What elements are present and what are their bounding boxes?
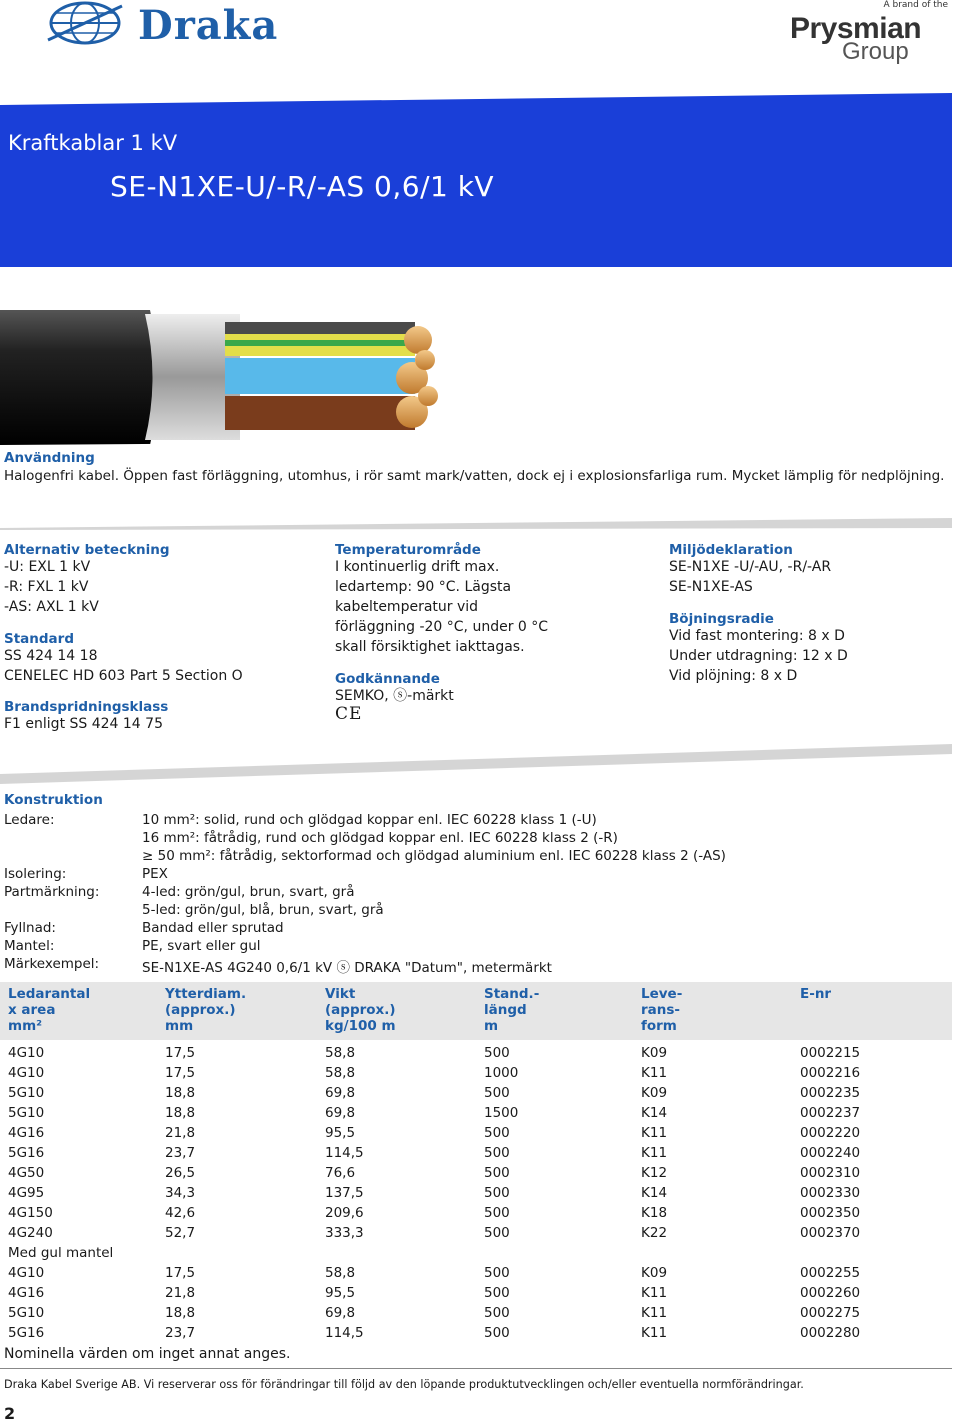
column-header: Vikt [325, 986, 356, 1002]
column-header: mm² [8, 1018, 43, 1034]
column-header: Stand.- [484, 986, 540, 1002]
table-cell: 4G50 [8, 1165, 45, 1181]
table-cell: 500 [484, 1285, 510, 1301]
table-cell: K18 [641, 1205, 668, 1221]
table-row [0, 1183, 952, 1203]
table-cell: 500 [484, 1305, 510, 1321]
construction-value: 16 mm²: fåtrådig, rund och glödgad koppar enl. IEC 60228 klass 2 (-R) [142, 830, 618, 846]
table-cell: 209,6 [325, 1205, 364, 1221]
table-cell: 4G240 [8, 1225, 53, 1241]
table-cell: 500 [484, 1085, 510, 1101]
usage-text: Halogenfri kabel. Öppen fast förläggning, utomhus, i rör samt mark/vatten, dock ej i explosionsfarliga rum. Mycket lämplig för nedplöjning. [4, 468, 945, 484]
table-cell: 500 [484, 1185, 510, 1201]
table-cell: 0002330 [800, 1185, 861, 1201]
table-cell: 0002350 [800, 1205, 861, 1221]
table-cell: 114,5 [325, 1325, 364, 1341]
construction-value: PEX [142, 866, 168, 882]
product-category: Kraftkablar 1 kV [8, 131, 178, 155]
table-cell: 21,8 [165, 1125, 196, 1141]
table-cell: 17,5 [165, 1265, 196, 1281]
table-cell: K09 [641, 1085, 668, 1101]
temperature-line: ledartemp: 90 °C. Lägsta [335, 579, 512, 595]
bending-line: Vid fast montering: 8 x D [669, 628, 845, 644]
table-row [0, 1063, 952, 1083]
table-cell: 69,8 [325, 1305, 356, 1321]
table-row [0, 1163, 952, 1183]
table-row [0, 1123, 952, 1143]
table-cell: K12 [641, 1165, 668, 1181]
table-cell: 18,8 [165, 1085, 196, 1101]
standard-line: SS 424 14 18 [4, 648, 98, 664]
table-cell: 500 [484, 1125, 510, 1141]
table-cell: 1000 [484, 1065, 519, 1081]
construction-value: SE-N1XE-AS 4G240 0,6/1 kV ⓢ DRAKA "Datum", metermärkt [142, 960, 552, 976]
alt-designation-heading: Alternativ beteckning [4, 542, 170, 558]
table-cell: 0002370 [800, 1225, 861, 1241]
table-row [0, 1283, 952, 1303]
construction-value: 10 mm²: solid, rund och glödgad koppar enl. IEC 60228 klass 1 (-U) [142, 812, 597, 828]
table-cell: 500 [484, 1225, 510, 1241]
construction-heading: Konstruktion [4, 792, 103, 808]
table-cell: 500 [484, 1165, 510, 1181]
table-cell: 4G16 [8, 1285, 45, 1301]
table-cell: 4G150 [8, 1205, 53, 1221]
table-cell: 58,8 [325, 1065, 356, 1081]
table-cell: 69,8 [325, 1105, 356, 1121]
construction-value: ≥ 50 mm²: fåtrådig, sektorformad och glödgad aluminium enl. IEC 60228 klass 2 (-AS) [142, 848, 726, 864]
usage-heading: Användning [4, 450, 95, 466]
divider [0, 516, 960, 530]
construction-label: Mantel: [4, 938, 55, 954]
approval-line: SEMKO, ⓢ-märkt [335, 688, 454, 704]
table-cell: K09 [641, 1265, 668, 1281]
draka-wordmark: Draka [138, 2, 279, 49]
table-cell: 0002216 [800, 1065, 861, 1081]
table-cell: 0002215 [800, 1045, 861, 1061]
table-cell: K14 [641, 1185, 668, 1201]
table-cell: 0002235 [800, 1085, 861, 1101]
table-row [0, 1203, 952, 1223]
table-cell: K11 [641, 1285, 668, 1301]
table-cell: 0002275 [800, 1305, 861, 1321]
table-cell: 58,8 [325, 1265, 356, 1281]
table-cell: 4G10 [8, 1265, 45, 1281]
construction-label: Partmärkning: [4, 884, 100, 900]
table-cell: K22 [641, 1225, 668, 1241]
approval-heading: Godkännande [335, 671, 440, 687]
table-cell: 0002240 [800, 1145, 861, 1161]
alt-designation-line: -U: EXL 1 kV [4, 559, 91, 575]
prysmian-wordmark: Prysmian [790, 12, 922, 45]
ce-mark: CE [335, 704, 363, 724]
table-cell: 0002255 [800, 1265, 861, 1281]
table-cell: 137,5 [325, 1185, 364, 1201]
standard-line: CENELEC HD 603 Part 5 Section O [4, 668, 243, 684]
table-cell: 0002220 [800, 1125, 861, 1141]
bending-heading: Böjningsradie [669, 611, 774, 627]
table-row [0, 1323, 952, 1343]
table-row [0, 1223, 952, 1243]
construction-label: Märkexempel: [4, 956, 100, 972]
construction-label: Ledare: [4, 812, 55, 828]
fire-class-heading: Brandspridningsklass [4, 699, 169, 715]
column-header: form [641, 1018, 677, 1034]
table-note: Nominella värden om inget annat anges. [4, 1346, 291, 1362]
column-header: Leve- [641, 986, 683, 1002]
column-header: rans- [641, 1002, 681, 1018]
table-cell: 23,7 [165, 1325, 196, 1341]
bending-line: Under utdragning: 12 x D [669, 648, 848, 664]
temperature-line: I kontinuerlig drift max. [335, 559, 500, 575]
table-cell: 500 [484, 1145, 510, 1161]
table-cell: 18,8 [165, 1105, 196, 1121]
product-model: SE-N1XE-U/-R/-AS 0,6/1 kV [110, 170, 495, 203]
table-cell: 500 [484, 1205, 510, 1221]
table-row [0, 1103, 952, 1123]
temperature-line: kabeltemperatur vid [335, 599, 479, 615]
footer-rule [0, 1368, 952, 1369]
table-cell: 333,3 [325, 1225, 364, 1241]
column-header: E-nr [800, 986, 832, 1002]
bending-line: Vid plöjning: 8 x D [669, 668, 798, 684]
table-cell: 95,5 [325, 1285, 356, 1301]
data-table [0, 1043, 960, 1343]
table-cell: 21,8 [165, 1285, 196, 1301]
construction-value: 4-led: grön/gul, brun, svart, grå [142, 884, 355, 900]
table-cell: 5G16 [8, 1325, 45, 1341]
brand-tagline: A brand of the [883, 0, 948, 10]
table-row [0, 1303, 952, 1323]
column-header: kg/100 m [325, 1018, 396, 1034]
column-header: x area [8, 1002, 56, 1018]
standard-heading: Standard [4, 631, 74, 647]
column-header: (approx.) [165, 1002, 236, 1018]
prysmian-group: Group [842, 38, 909, 65]
column-header: mm [165, 1018, 194, 1034]
table-cell: K11 [641, 1145, 668, 1161]
table-cell: 500 [484, 1325, 510, 1341]
table-cell: 5G10 [8, 1305, 45, 1321]
table-cell: 5G10 [8, 1105, 45, 1121]
table-row [0, 1083, 952, 1103]
globe-icon [46, 0, 124, 46]
temperature-heading: Temperaturområde [335, 542, 481, 558]
table-cell: 500 [484, 1265, 510, 1281]
column-header: Ytterdiam. [165, 986, 247, 1002]
table-cell: 58,8 [325, 1045, 356, 1061]
table-cell: 52,7 [165, 1225, 196, 1241]
table-row [0, 1143, 952, 1163]
table-cell: 5G10 [8, 1085, 45, 1101]
environment-heading: Miljödeklaration [669, 542, 793, 558]
construction-value: PE, svart eller gul [142, 938, 261, 954]
divider [0, 742, 960, 784]
column-header: längd [484, 1002, 527, 1018]
table-cell: 0002280 [800, 1325, 861, 1341]
alt-designation-line: -R: FXL 1 kV [4, 579, 89, 595]
table-row [0, 1043, 952, 1063]
table-cell: 5G16 [8, 1145, 45, 1161]
construction-list [0, 812, 960, 980]
table-cell: 4G16 [8, 1125, 45, 1141]
construction-label: Fyllnad: [4, 920, 56, 936]
table-cell: 4G10 [8, 1065, 45, 1081]
table-cell: K14 [641, 1105, 668, 1121]
table-cell: 17,5 [165, 1065, 196, 1081]
table-cell: 18,8 [165, 1305, 196, 1321]
page-number: 2 [4, 1404, 16, 1423]
table-cell: 4G95 [8, 1185, 45, 1201]
table-cell: 69,8 [325, 1085, 356, 1101]
table-cell: K09 [641, 1045, 668, 1061]
table-header [0, 986, 960, 1040]
table-cell: 500 [484, 1045, 510, 1061]
construction-label: Isolering: [4, 866, 67, 882]
table-cell: 0002237 [800, 1105, 861, 1121]
table-cell: 1500 [484, 1105, 519, 1121]
column-header: m [484, 1018, 499, 1034]
environment-line: SE-N1XE -U/-AU, -R/-AR [669, 559, 832, 575]
table-cell: K11 [641, 1125, 668, 1141]
fire-class-line: F1 enligt SS 424 14 75 [4, 716, 163, 732]
table-cell: 114,5 [325, 1145, 364, 1161]
table-cell: 76,6 [325, 1165, 356, 1181]
table-cell: 26,5 [165, 1165, 196, 1181]
column-header: Ledarantal [8, 986, 91, 1002]
table-cell: 0002310 [800, 1165, 861, 1181]
table-cell: 34,3 [165, 1185, 196, 1201]
table-cell: 95,5 [325, 1125, 356, 1141]
temperature-line: skall försiktighet iakttagas. [335, 639, 525, 655]
cable-illustration [0, 300, 960, 450]
column-header: (approx.) [325, 1002, 396, 1018]
table-cell: 23,7 [165, 1145, 196, 1161]
table-cell: 0002260 [800, 1285, 861, 1301]
table-subheading: Med gul mantel [8, 1245, 114, 1261]
table-cell: 4G10 [8, 1045, 45, 1061]
table-cell: K11 [641, 1325, 668, 1341]
table-cell: 17,5 [165, 1045, 196, 1061]
environment-line: SE-N1XE-AS [669, 579, 753, 595]
footer-text: Draka Kabel Sverige AB. Vi reserverar oss för förändringar till följd av den löpande produktutvecklingen och/eller eventuella normförändringar. [4, 1378, 804, 1391]
table-cell: 42,6 [165, 1205, 196, 1221]
table-cell: K11 [641, 1065, 668, 1081]
alt-designation-line: -AS: AXL 1 kV [4, 599, 99, 615]
table-cell: K11 [641, 1305, 668, 1321]
draka-logo [46, 0, 146, 48]
construction-value: Bandad eller sprutad [142, 920, 284, 936]
construction-value: 5-led: grön/gul, blå, brun, svart, grå [142, 902, 384, 918]
table-row [0, 1263, 952, 1283]
temperature-line: förläggning -20 °C, under 0 °C [335, 619, 549, 635]
